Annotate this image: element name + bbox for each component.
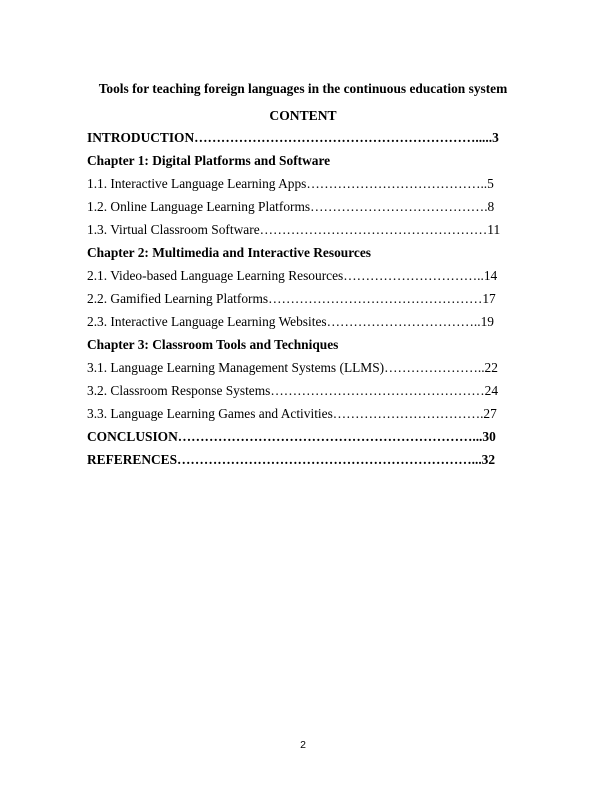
toc-entry-1-2: 1.2. Online Language Learning Platforms………………………………….8 (87, 199, 495, 214)
toc-entry-3-1: 3.1. Language Learning Management Systems (LLMS)…………………..22 (87, 360, 498, 375)
toc-entry-introduction: INTRODUCTION……………………………………………………….....3 (87, 130, 499, 145)
toc-entry-2-3: 2.3. Interactive Language Learning Websites……………………………..19 (87, 314, 494, 329)
toc-entry-conclusion: CONCLUSION…………………………………………………………...30 (87, 429, 496, 444)
toc-entry-1-1: 1.1. Interactive Language Learning Apps…………………………………..5 (87, 176, 494, 191)
content-heading: CONTENT (269, 108, 337, 123)
toc-entry-3-3: 3.3. Language Learning Games and Activities…………………………….27 (87, 406, 497, 421)
toc-entry-1-3: 1.3. Virtual Classroom Software……………………………………………11 (87, 222, 501, 237)
toc-entry-3-2: 3.2. Classroom Response Systems…………………………………………24 (87, 383, 499, 398)
toc-entry-references: REFERENCES…………………………………………………………...32 (87, 452, 496, 467)
toc-entry-2-1: 2.1. Video-based Language Learning Resources…………………………..14 (87, 268, 498, 283)
toc-entry-2-2: 2.2. Gamified Learning Platforms…………………………………………17 (87, 291, 496, 306)
toc-chapter-2-heading: Chapter 2: Multimedia and Interactive Resources (87, 245, 372, 260)
page-number: 2 (300, 739, 306, 751)
toc-chapter-1-heading: Chapter 1: Digital Platforms and Software (87, 153, 331, 168)
toc-chapter-3-heading: Chapter 3: Classroom Tools and Techniques (87, 337, 339, 352)
document-title: Tools for teaching foreign languages in the continuous education system (98, 81, 508, 96)
